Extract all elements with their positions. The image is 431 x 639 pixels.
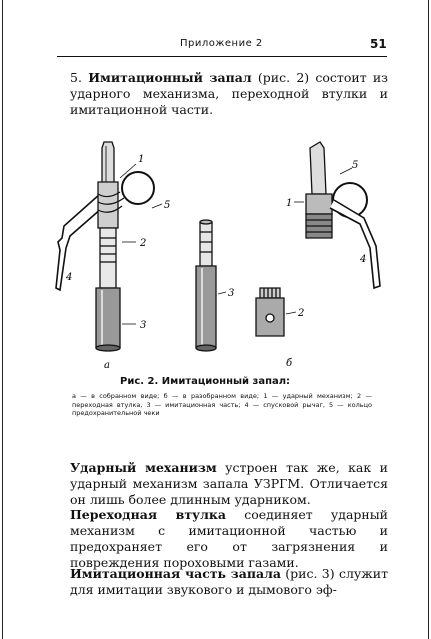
page-number: 51 [370, 37, 387, 51]
label-3-b: 3 [228, 288, 235, 299]
label-5-a: 5 [164, 200, 171, 211]
label-2-b: 2 [298, 308, 305, 319]
label-2-a: 2 [140, 238, 147, 249]
figure-caption-body: а — в собранном виде; б — в разобранном виде; 1 — ударный механизм; 2 — переходная втулка, 3 — имитационная часть; 4 — спусковой рычаг, 5 — кольцо предохранительной чеки [72, 392, 372, 417]
text-sleeve: соединяет ударный механизм с имитационной частью и предохраняет его от загрязнения и повреждения пороховыми газами. [70, 507, 389, 570]
term-striker: Ударный механизм [70, 460, 217, 475]
safety-ring-a [122, 172, 154, 204]
label-b: б [286, 358, 293, 369]
lever-b [330, 200, 380, 288]
label-1-c: 1 [286, 198, 293, 209]
text-imitation: (рис. 3) служит для имитации звукового и дымового эф- [70, 566, 388, 597]
paragraph-striker [70, 460, 388, 508]
label-4-a: 4 [66, 272, 73, 283]
label-5-c: 5 [352, 160, 359, 171]
page-edge-left [2, 0, 3, 639]
page-edge-right [428, 0, 429, 639]
intro-paragraph [70, 70, 388, 118]
term-sleeve: Переходная втулка [70, 507, 227, 522]
intro-term: Имитационный запал [88, 70, 252, 85]
text-striker: устроен так же, как и ударный механизм запала УЗРГМ. Отличается он лишь более длинным ударником. [70, 460, 388, 507]
header-title: Приложение 2 [180, 38, 263, 49]
figure-caption-title: Рис. 2. Имитационный запал: [120, 376, 291, 387]
figure-fuze-illustration [40, 138, 400, 378]
intro-text: (рис. 2) состоит из ударного механизма, переходной втулки и имитационной части. [70, 70, 388, 117]
label-3-a: 3 [140, 320, 147, 331]
transition-sleeve-disassembled [256, 288, 296, 336]
paragraph-sleeve [70, 507, 388, 571]
running-header [0, 38, 431, 54]
imitation-part-disassembled [196, 220, 226, 351]
intro-number: 5. [70, 70, 82, 85]
label-a: а [104, 360, 110, 371]
term-imitation: Имитационная часть запала [70, 566, 281, 581]
label-4-c: 4 [360, 254, 367, 265]
paragraph-imitation [70, 566, 388, 598]
header-rule [57, 56, 387, 57]
lever-a [56, 194, 102, 290]
label-1-a: 1 [138, 154, 145, 165]
striker-mechanism-disassembled [294, 142, 380, 288]
